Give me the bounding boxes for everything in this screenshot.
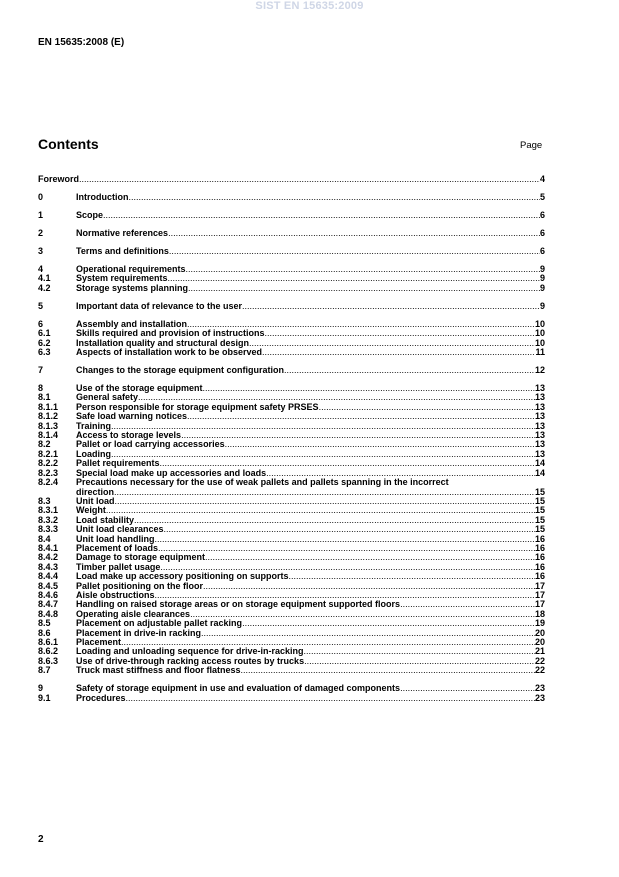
toc-leader-dots bbox=[168, 229, 540, 238]
toc-entry-title: Skills required and provision of instructions bbox=[76, 328, 265, 339]
toc-leader-dots bbox=[103, 211, 540, 220]
toc-entry-page: 22 bbox=[534, 655, 545, 666]
toc-entry-number: 6.1 bbox=[38, 328, 51, 339]
toc-entry-page: 13 bbox=[534, 439, 545, 450]
toc-leader-dots bbox=[114, 488, 535, 497]
toc-entry-number: 8.1 bbox=[38, 392, 51, 403]
toc-leader-dots bbox=[187, 412, 535, 421]
toc-entry-number: 0 bbox=[38, 192, 44, 202]
toc-entry[interactable] bbox=[38, 694, 545, 703]
toc-entry-number: 8.4.8 bbox=[38, 608, 59, 619]
toc-entry[interactable] bbox=[38, 211, 545, 220]
toc-entry[interactable] bbox=[38, 193, 545, 202]
toc-entry-number: 8.3.3 bbox=[38, 524, 59, 535]
toc-entry[interactable] bbox=[38, 497, 545, 506]
document-reference: EN 15635:2008 (E) bbox=[38, 37, 125, 48]
toc-entry-title: Changes to the storage equipment configuration bbox=[76, 365, 285, 376]
toc-entry-title: Operational requirements bbox=[76, 264, 186, 274]
toc-entry-title: Person responsible for storage equipment safety PRSES bbox=[76, 401, 319, 412]
toc-entry-title: Loading bbox=[76, 448, 111, 459]
toc-entry-title: Storage systems planning bbox=[76, 282, 189, 293]
toc-entry-number: 8.4.2 bbox=[38, 552, 59, 563]
toc-entry-number: 8.4.7 bbox=[38, 599, 59, 610]
toc-entry-page: 15 bbox=[534, 486, 545, 497]
toc-entry-number: 8.1.2 bbox=[38, 411, 59, 422]
toc-entry-number: 4 bbox=[38, 264, 44, 274]
toc-entry-title: Procedures bbox=[76, 692, 126, 703]
toc-entry-page: 17 bbox=[534, 599, 545, 610]
toc-leader-dots bbox=[186, 265, 540, 274]
toc-leader-dots bbox=[169, 247, 540, 256]
toc-entry-number: 8.2.2 bbox=[38, 458, 59, 469]
toc-entry-page: 14 bbox=[534, 458, 545, 469]
toc-leader-dots bbox=[319, 403, 535, 412]
toc-leader-dots bbox=[158, 544, 535, 553]
toc-entry[interactable] bbox=[38, 366, 545, 375]
toc-leader-dots bbox=[400, 684, 535, 693]
toc-entry-title: Placement of loads bbox=[76, 542, 159, 553]
toc-entry-page: 13 bbox=[534, 448, 545, 459]
toc-entry-title: Safe load warning notices bbox=[76, 411, 188, 422]
toc-entry-number: 8.1.3 bbox=[38, 420, 59, 431]
toc-leader-dots bbox=[241, 666, 535, 675]
toc-leader-dots bbox=[129, 193, 540, 202]
toc-entry-page: 6 bbox=[539, 246, 545, 256]
toc-entry-number: 8.6 bbox=[38, 627, 51, 638]
toc-entry-title: Unit load clearances bbox=[76, 524, 164, 535]
toc-entry-title: Placement in drive-in racking bbox=[76, 627, 202, 638]
toc-entry-title: Scope bbox=[76, 210, 104, 220]
toc-entry-title: Pallet requirements bbox=[76, 458, 160, 469]
toc-entry-page: 5 bbox=[539, 192, 545, 202]
toc-entry-title: Precautions necessary for the use of weak pallets and pallets spanning in the incorrect bbox=[76, 477, 449, 488]
toc-leader-dots bbox=[164, 525, 535, 534]
toc-entry-page: 23 bbox=[534, 692, 545, 703]
toc-entry-number: 8.2.3 bbox=[38, 467, 59, 478]
toc-entry-title: Load stability bbox=[76, 514, 135, 525]
toc-leader-dots bbox=[262, 348, 535, 357]
toc-entry-number: 2 bbox=[38, 228, 44, 238]
toc-entry-title: Handling on raised storage areas or on storage equipment supported floors bbox=[76, 599, 401, 610]
toc-entry-page: 6 bbox=[539, 228, 545, 238]
toc-entry-page: 13 bbox=[534, 392, 545, 403]
toc-entry-number: 1 bbox=[38, 210, 44, 220]
toc-entry[interactable] bbox=[38, 284, 545, 293]
toc-entry-page: 23 bbox=[534, 683, 545, 694]
toc-entry[interactable] bbox=[38, 229, 545, 238]
toc-entry-page: 20 bbox=[534, 627, 545, 638]
toc-leader-dots bbox=[205, 553, 535, 562]
toc-entry-number: 8.1.4 bbox=[38, 430, 59, 441]
toc-leader-dots bbox=[242, 619, 535, 628]
toc-entry-number: 8.6.2 bbox=[38, 646, 59, 657]
toc-leader-dots bbox=[304, 647, 535, 656]
toc-entry-title: Unit load bbox=[76, 495, 115, 506]
toc-entry-number: 5 bbox=[38, 300, 44, 311]
toc-entry-title: System requirements bbox=[76, 273, 168, 284]
toc-entry-number: 8.6.1 bbox=[38, 637, 59, 647]
toc-leader-dots bbox=[126, 694, 535, 703]
toc-leader-dots bbox=[111, 450, 535, 459]
toc-entry-title: Aisle obstructions bbox=[76, 589, 155, 600]
toc-leader-dots bbox=[203, 582, 535, 591]
toc-entry[interactable] bbox=[38, 440, 545, 449]
toc-entry-number: 8.4.3 bbox=[38, 561, 59, 572]
toc-entry-title: Truck mast stiffness and floor flatness bbox=[76, 665, 241, 676]
toc-entry-title: General safety bbox=[76, 392, 139, 403]
toc-leader-dots bbox=[242, 302, 540, 311]
toc-entry-number: 3 bbox=[38, 246, 44, 256]
toc-entry-page: 9 bbox=[539, 264, 545, 274]
toc-entry-page: 16 bbox=[534, 533, 545, 544]
toc-entry-page: 13 bbox=[534, 411, 545, 422]
toc-entry-title: Load make up accessory positioning on supports bbox=[76, 571, 289, 582]
toc-entry-title: Normative references bbox=[76, 228, 169, 238]
toc-entry-page: 6 bbox=[539, 210, 545, 220]
toc-entry-title: Foreword bbox=[38, 174, 80, 184]
toc-entry-page: 17 bbox=[534, 580, 545, 591]
toc-entry-page: 16 bbox=[534, 561, 545, 572]
toc-entry-title: Assembly and installation bbox=[76, 318, 188, 329]
toc-entry-number: 6.2 bbox=[38, 337, 51, 348]
toc-entry[interactable] bbox=[38, 175, 545, 184]
toc-entry-number: 8.4.4 bbox=[38, 571, 59, 582]
toc-entry-title: Weight bbox=[76, 505, 106, 516]
toc-entry-title: Terms and definitions bbox=[76, 246, 169, 256]
toc-entry-page: 15 bbox=[534, 514, 545, 525]
toc-entry-page: 13 bbox=[534, 383, 545, 394]
toc-entry-title: Use of the storage equipment bbox=[76, 383, 203, 394]
toc-entry-number: 8 bbox=[38, 383, 44, 394]
toc-entry-number: 6.3 bbox=[38, 347, 51, 358]
toc-entry-title: Introduction bbox=[76, 192, 129, 202]
toc-entry[interactable] bbox=[38, 348, 545, 357]
toc-leader-dots bbox=[168, 274, 540, 283]
toc-entry-page: 13 bbox=[534, 420, 545, 431]
toc-leader-dots bbox=[284, 366, 535, 375]
toc-entry-title: Unit load handling bbox=[76, 533, 155, 544]
toc-entry-number: 8.3.1 bbox=[38, 505, 59, 516]
toc-leader-dots bbox=[304, 657, 535, 666]
toc-leader-dots bbox=[134, 516, 535, 525]
page-number: 2 bbox=[38, 834, 44, 845]
toc-leader-dots bbox=[188, 284, 540, 293]
toc-entry[interactable] bbox=[38, 478, 545, 487]
toc-leader-dots bbox=[203, 384, 535, 393]
toc-entry-number: 8.4 bbox=[38, 533, 51, 544]
toc-entry-number: 8.3 bbox=[38, 495, 51, 506]
toc-entry[interactable] bbox=[38, 247, 545, 256]
toc-entry-page: 19 bbox=[534, 618, 545, 629]
toc-entry-number: 7 bbox=[38, 365, 44, 376]
toc-entry-number: 8.5 bbox=[38, 618, 51, 629]
toc-entry-page: 20 bbox=[534, 637, 545, 647]
toc-entry-page: 9 bbox=[539, 273, 545, 284]
toc-entry-number: 4.2 bbox=[38, 282, 51, 293]
toc-leader-dots bbox=[249, 339, 535, 348]
toc-entry-title: Placement on adjustable pallet racking bbox=[76, 618, 243, 629]
toc-leader-dots bbox=[155, 535, 535, 544]
toc-entry-page: 15 bbox=[534, 524, 545, 535]
toc-entry-number: 4.1 bbox=[38, 273, 51, 284]
toc-entry-page: 22 bbox=[534, 665, 545, 676]
toc-entry-number: 8.2.1 bbox=[38, 448, 59, 459]
table-of-contents bbox=[38, 175, 545, 703]
toc-entry-title: Access to storage levels bbox=[76, 430, 182, 441]
contents-heading: Contents bbox=[38, 136, 99, 152]
toc-entry-number: 8.4.6 bbox=[38, 589, 59, 600]
toc-entry-title: Loading and unloading sequence for drive-in-racking bbox=[76, 646, 304, 657]
toc-entry-title: Important data of relevance to the user bbox=[76, 300, 243, 311]
toc-leader-dots bbox=[265, 329, 535, 338]
toc-leader-dots bbox=[106, 506, 535, 515]
toc-leader-dots bbox=[181, 431, 535, 440]
toc-entry-title: Special load make up accessories and loads bbox=[76, 467, 267, 478]
toc-leader-dots bbox=[79, 175, 540, 184]
toc-entry-page: 15 bbox=[534, 505, 545, 516]
toc-entry-number: 8.3.2 bbox=[38, 514, 59, 525]
toc-leader-dots bbox=[289, 572, 535, 581]
watermark: SIST EN 15635:2009 bbox=[255, 0, 364, 12]
toc-leader-dots bbox=[225, 440, 535, 449]
toc-entry-page: 13 bbox=[534, 430, 545, 441]
toc-entry-title: Pallet positioning on the floor bbox=[76, 580, 203, 591]
toc-entry-title: direction bbox=[76, 486, 115, 497]
toc-entry-page: 11 bbox=[535, 347, 545, 358]
toc-entry-title: Safety of storage equipment in use and evaluation of damaged components bbox=[76, 683, 401, 694]
toc-entry-page: 10 bbox=[534, 318, 545, 329]
toc-entry[interactable] bbox=[38, 302, 545, 311]
toc-entry-page: 17 bbox=[534, 589, 545, 600]
toc-entry-page: 4 bbox=[539, 174, 545, 184]
toc-entry-page: 16 bbox=[534, 552, 545, 563]
toc-entry[interactable] bbox=[38, 412, 545, 421]
toc-entry-number: 8.6.3 bbox=[38, 655, 59, 666]
toc-entry-title: Pallet or load carrying accessories bbox=[76, 439, 225, 450]
toc-leader-dots bbox=[115, 497, 535, 506]
toc-entry-page: 9 bbox=[539, 300, 545, 311]
toc-entry-page: 13 bbox=[534, 401, 545, 412]
toc-entry-number: 9.1 bbox=[38, 692, 51, 703]
toc-entry-title: Placement bbox=[76, 637, 122, 647]
toc-entry-page: 21 bbox=[534, 646, 545, 657]
toc-entry-title: Training bbox=[76, 420, 112, 431]
toc-entry-page: 16 bbox=[534, 542, 545, 553]
toc-entry-page: 18 bbox=[534, 608, 545, 619]
toc-entry-number: 8.4.1 bbox=[38, 542, 59, 553]
toc-entry-page: 15 bbox=[534, 495, 545, 506]
toc-entry-title: Damage to storage equipment bbox=[76, 552, 206, 563]
toc-entry-page: 14 bbox=[534, 467, 545, 478]
toc-entry-number: 8.1.1 bbox=[38, 401, 59, 412]
toc-entry-page: 9 bbox=[539, 282, 545, 293]
toc-entry-page: 16 bbox=[534, 571, 545, 582]
toc-leader-dots bbox=[400, 600, 535, 609]
toc-entry-title: Aspects of installation work to be observed bbox=[76, 347, 263, 358]
toc-entry-page: 10 bbox=[534, 328, 545, 339]
toc-entry-title: Timber pallet usage bbox=[76, 561, 161, 572]
toc-entry-title: Use of drive-through racking access routes by trucks bbox=[76, 655, 305, 666]
toc-entry-page: 10 bbox=[534, 337, 545, 348]
toc-entry[interactable] bbox=[38, 666, 545, 675]
toc-entry-title: Operating aisle clearances bbox=[76, 608, 191, 619]
toc-leader-dots bbox=[201, 629, 535, 638]
toc-entry-number: 6 bbox=[38, 318, 44, 329]
toc-entry-number: 8.4.5 bbox=[38, 580, 59, 591]
toc-entry-number: 8.2.4 bbox=[38, 477, 59, 488]
toc-entry-number: 8.2 bbox=[38, 439, 51, 450]
toc-entry-number: 9 bbox=[38, 683, 44, 694]
toc-entry-number: 8.7 bbox=[38, 665, 51, 676]
toc-entry-page: 12 bbox=[534, 365, 545, 376]
page-column-label: Page bbox=[520, 140, 543, 151]
toc-entry-title: Installation quality and structural design bbox=[76, 337, 250, 348]
